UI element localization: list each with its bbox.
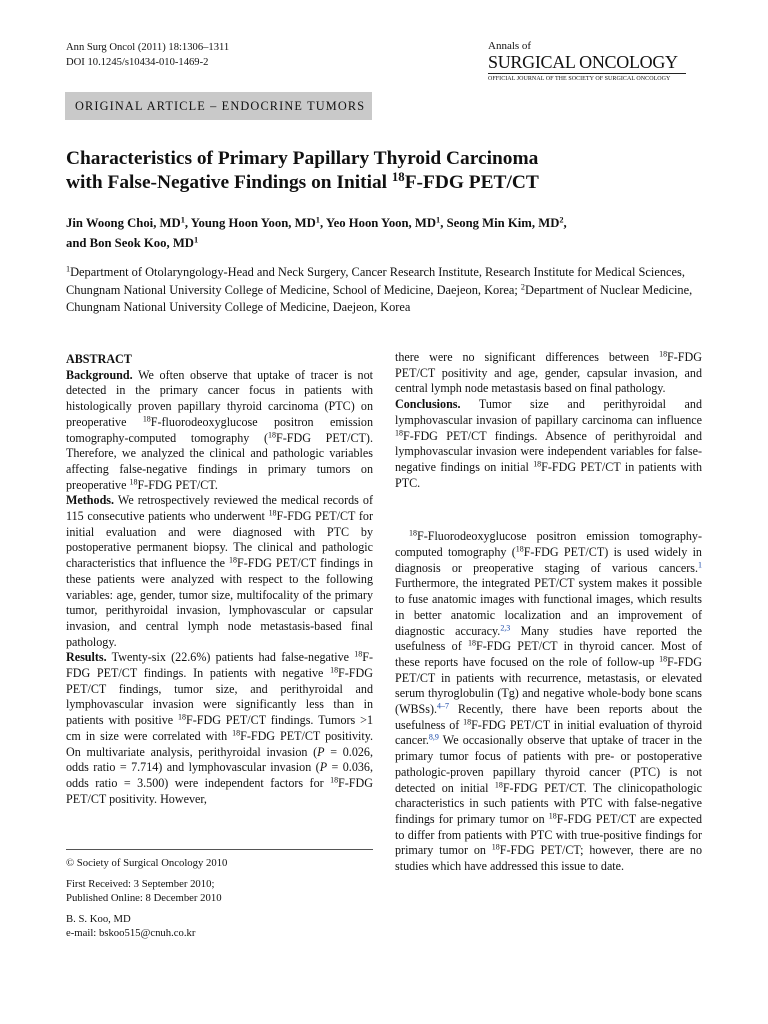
methods-label: Methods. <box>66 493 115 508</box>
superscript: 18 <box>330 775 339 785</box>
abstract-results-continued <box>395 350 702 397</box>
masthead-journal-name: SURGICAL ONCOLOGY <box>488 52 678 72</box>
abstract-left-column <box>66 352 373 807</box>
text-run: F-FDG PET/CT findings. In patients with negative <box>66 650 373 681</box>
section-label: ORIGINAL ARTICLE – ENDOCRINE TUMORS <box>65 92 372 120</box>
abstract-heading: ABSTRACT <box>66 352 132 366</box>
author-list: Jin Woong Choi, $MD^1$, Young Hoon Yoon, $MD^1$, Yeo Hoon Yoon, $MD^1$, Seong Min Kim, $MD^2$, and Bon Seok Koo, $MD^1$ <box>66 215 567 250</box>
superscript: 18 <box>268 430 276 440</box>
superscript: 18 <box>229 555 237 565</box>
text-run: F-FDG PET/CT for initial evaluation and were diagnosed with PTC by postoperative permanent biopsy. The clinical and pathologic characteristics that influence the <box>66 509 373 571</box>
superscript: 18 <box>659 349 668 359</box>
p-symbol: P <box>317 744 325 759</box>
author-name: Yeo Hoon Yoon, MD <box>325 216 437 230</box>
superscript: 18 <box>533 459 542 469</box>
text-run: F-FDG PET/CT; however, there are no studies which have addressed this issue to date. <box>395 843 702 874</box>
author-affiliation: 1 <box>436 215 441 225</box>
title-line-1: Characteristics of Primary Papillary Thyroid Carcinoma <box>66 148 539 169</box>
affiliation-mark: 2 <box>520 282 525 291</box>
journal-citation: Ann Surg Oncol (2011) 18:1306–1311 <box>66 42 230 53</box>
superscript: 18 <box>232 728 241 738</box>
text-run: F-FDG PET/CT) is used widely in diagnosis or preoperative staging of various cancers. <box>395 545 702 575</box>
superscript: 18 <box>491 843 500 852</box>
author-name: Bon Seok Koo, MD <box>89 236 194 250</box>
text-run: F-FDG PET/CT). Therefore, we analyzed the clinical and pathologic variables affecting false-negative findings in primary tumors on preoperative <box>66 430 373 492</box>
text-run: F-FDG PET/CT in patients with PTC. <box>395 459 702 490</box>
text-run: F-FDG PET/CT. The clinicopathologic characteristics in such patients with PTC with false-negative findings for primary tumor on <box>395 780 702 826</box>
text-run: Tumor size and perithyroidal and lymphovascular invasion of papillary carcinoma can influence <box>395 397 702 427</box>
superscript: 18 <box>268 508 277 518</box>
conclusions-label: Conclusions. <box>395 397 461 412</box>
text-run: F-fluorodeoxyglucose positron emission tomography-computed tomography ( <box>66 414 373 445</box>
text-run: F-FDG PET/CT in initial evaluation of thyroid cancer. <box>395 717 702 748</box>
right-column <box>395 350 702 875</box>
text-run: F-FDG PET/CT. <box>137 477 218 492</box>
text-run: there were no significant differences between <box>395 350 660 364</box>
author-affiliation: 1 <box>315 215 320 225</box>
masthead-annals-of: Annals of <box>488 40 532 52</box>
title-line-2: with False-Negative Findings on Initial <box>66 172 392 193</box>
masthead-subtitle: OFFICIAL JOURNAL OF THE SOCIETY OF SURGICAL ONCOLOGY <box>488 76 671 82</box>
citation-ref[interactable]: 1 <box>698 560 702 570</box>
text-run: Furthermore, the integrated PET/CT system makes it possible to fuse anatomic images with functional images, which results in better anatomic localization and an improvement of diagnostic accuracy. <box>395 576 702 638</box>
superscript: 18 <box>395 428 403 438</box>
superscript: 18 <box>468 638 477 648</box>
superscript: 18 <box>515 544 524 554</box>
intro-paragraph <box>395 529 702 874</box>
copyright: © Society of Surgical Oncology 2010 <box>66 857 228 869</box>
correspondence-name: B. S. Koo, MD <box>66 912 131 925</box>
abstract-background <box>66 368 373 494</box>
footnote-divider <box>66 849 373 850</box>
masthead-divider <box>488 73 686 74</box>
authors-and: and <box>66 236 90 250</box>
citation-ref[interactable]: 2,3 <box>500 623 511 633</box>
journal-masthead <box>488 40 708 84</box>
affiliation-2: Department of Nuclear Medicine, Chungnam National University College of Medicine, Daejeon, Korea <box>66 282 693 314</box>
abstract-results <box>66 650 373 807</box>
superscript: 18 <box>354 649 363 659</box>
superscript: 18 <box>129 477 138 487</box>
text-run: F-FDG PET/CT in thyroid cancer. Most of these reports have focused on the role of follow-up <box>395 639 702 669</box>
footnote <box>66 849 373 941</box>
author-name: Jin Woong Choi, MD <box>66 216 181 230</box>
superscript: 18 <box>548 811 557 821</box>
superscript: 18 <box>330 665 339 675</box>
published-date: Published Online: 8 December 2010 <box>66 892 222 904</box>
text-run: F-FDG PET/CT positivity and age, gender, capsular invasion, and central lymph node metastasis based on final pathology. <box>395 350 702 396</box>
citation-ref[interactable]: 4–7 <box>437 701 449 711</box>
article-title <box>66 147 706 195</box>
author-name: Young Hoon Yoon, MD <box>190 216 316 230</box>
text-run: Many studies have reported the usefulness of <box>395 623 702 654</box>
text-run: Recently, there have been reports about the usefulness of <box>395 702 702 732</box>
abstract-methods <box>66 493 373 650</box>
author-affiliation: 2 <box>559 215 564 225</box>
author-affiliation: 1 <box>193 235 199 245</box>
results-label: Results. <box>66 650 107 665</box>
superscript: 18 <box>463 717 472 727</box>
column-spacer <box>395 491 702 529</box>
doi: DOI 10.1245/s10434-010-1469-2 <box>66 57 209 68</box>
received-date: First Received: 3 September 2010; <box>66 877 215 890</box>
author-name: Seong Min Kim, MD <box>446 216 560 230</box>
text-run: We often observe that uptake of tracer is not detected in the primary cancer focus in patients with histologically proven papillary thyroid carcinoma (PTC) on preoperative <box>66 367 373 429</box>
text-run: F-FDG PET/CT positivity. On multivariate analysis, perithyroidal invasion ( <box>66 728 373 759</box>
text-run: F-FDG PET/CT findings. Tumors >1 cm in size were correlated with <box>66 713 373 743</box>
background-label: Background. <box>66 367 133 382</box>
text-run: F-FDG PET/CT findings. Absence of perithyroidal and lymphovascular invasion were independent variables for false-negative findings on initial <box>395 428 702 474</box>
citation-ref[interactable]: 8,9 <box>428 733 439 743</box>
text-run: We occasionally observe that uptake of tracer in the primary tumor focus of patients with pre- or postoperative pathologic-proven papillary thyroid cancer (PTC) is not detected on initial <box>395 733 702 795</box>
affiliation-mark: 1 <box>66 264 71 274</box>
correspondence-email[interactable]: e-mail: bskoo515@cnuh.co.kr <box>66 927 196 939</box>
title-line-2-end: F-FDG PET/CT <box>404 172 539 193</box>
text-run: F-FDG PET/CT are expected to differ from patients with PTC with true-positive findings for primary tumor on <box>395 811 702 858</box>
text-run: F-Fluorodeoxyglucose positron emission tomography-computed tomography ( <box>395 529 702 560</box>
superscript: 18 <box>409 528 417 538</box>
text-run: = 0.036, odds ratio = 3.500) were independent factors for <box>66 760 373 790</box>
text-run: F-FDG PET/CT findings, tumor size, and perithyroidal and lymphovascular invasion were significantly less than in patients with positive <box>66 666 373 728</box>
superscript: 18 <box>659 654 668 664</box>
citation-header <box>66 40 229 70</box>
text-run: F-FDG PET/CT in patients with recurrence, metastasis, or elevated serum thyroglobulin (Tg) and negative whole-body bone scans (WBSs). <box>395 654 702 717</box>
affiliations <box>66 264 706 317</box>
superscript: 18 <box>494 780 503 790</box>
title-superscript: 18 <box>391 169 405 184</box>
superscript: 18 <box>178 712 186 722</box>
text-run: F-FDG PET/CT positivity. However, <box>66 775 373 806</box>
abstract-conclusions <box>395 397 702 491</box>
author-affiliation: 1 <box>180 215 185 225</box>
p-symbol: P <box>319 760 328 775</box>
text-run: F-FDG PET/CT findings in these patients were analyzed with respect to the following variables: age, gender, tumor size, multifocality of the primary tumor, perithyroidal invasion, lymphovascular or capsular invasion, and central lymph node metastasis-based final pathology. <box>66 556 374 649</box>
superscript: 18 <box>142 414 151 424</box>
affiliation-1: Department of Otolaryngology-Head and Neck Surgery, Cancer Research Institute, Research Institute for Medical Sciences, Chungnam National University College of Medicine, School of Medicine, Daejeon, Korea; <box>66 265 685 297</box>
text-run: Twenty-six (22.6%) patients had false-negative <box>106 650 355 665</box>
text-run: = 0.026, odds ratio = 7.714) and lymphovascular invasion ( <box>66 744 373 775</box>
text-run: We retrospectively reviewed the medical records of 115 consecutive patients who underwent <box>66 493 373 524</box>
